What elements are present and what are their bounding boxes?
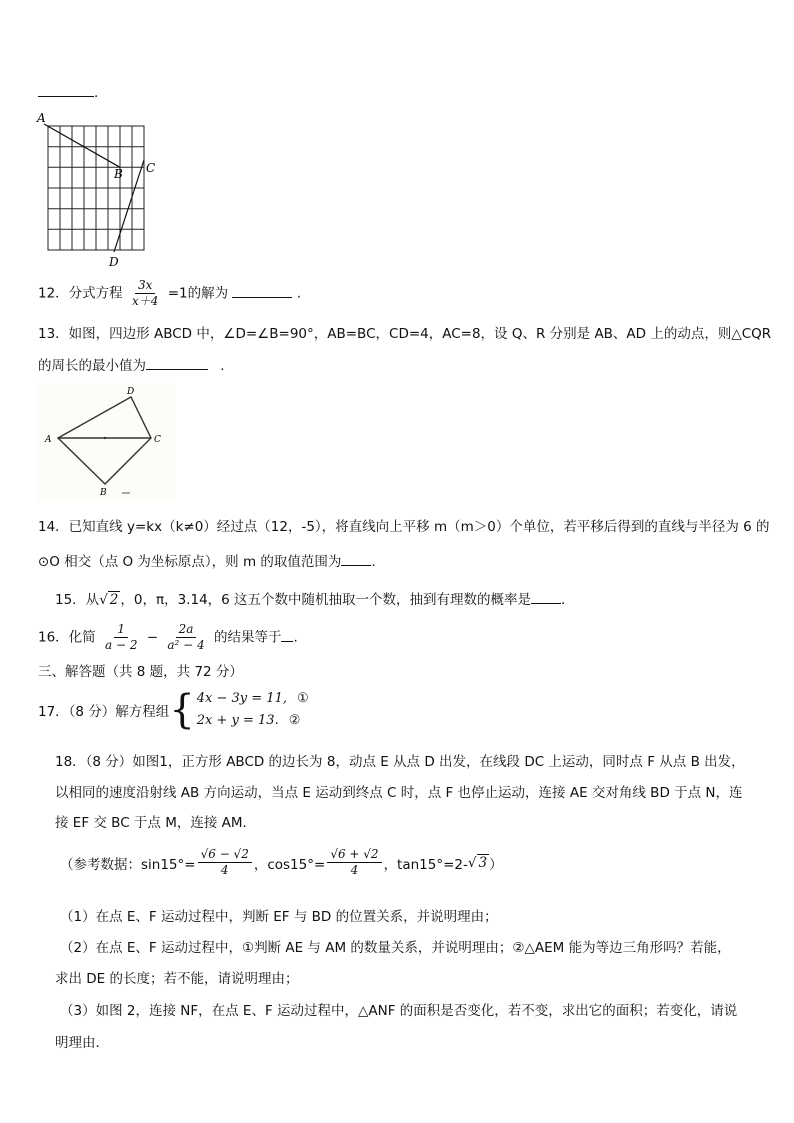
- label-a: A: [37, 111, 46, 125]
- q18-reference-data: [60, 847, 503, 878]
- q18-part-2-line2: 求出 DE 的长度；若不能，请说明理由；: [55, 971, 299, 987]
- label-d: D: [127, 387, 135, 397]
- top-blank-suffix: .: [94, 85, 99, 101]
- q16-fraction-2: [164, 622, 207, 653]
- q18-part-3-line1: （3）如图 2，连接 NF，在点 E、F 运动过程中，△ANF 的面积是否变化，若不变，求出它的面积；若变化，请说: [60, 1003, 738, 1019]
- q12-end: .: [296, 285, 301, 302]
- tan-sqrt-arg: 3: [478, 855, 488, 871]
- ref-end: ）: [489, 856, 503, 873]
- eq1-mark: ①: [296, 691, 309, 706]
- q15-sqrt-arg: 2: [109, 592, 119, 608]
- q16-minus: −: [146, 629, 159, 646]
- question-18-line1: 18．（8 分）如图1，正方形 ABCD 的边长为 8，动点 E 从点 D 出发，在线段 DC 上运动，同时点 F 从点 B 出发，: [55, 754, 745, 770]
- top-answer-line: [38, 84, 98, 101]
- q16-f1-num: 1: [114, 622, 128, 638]
- equation-2: [197, 710, 309, 732]
- segment-ab: [44, 124, 120, 167]
- label-b: B: [114, 167, 123, 181]
- q17-prefix: 17．（8 分）解方程组: [38, 704, 170, 720]
- equation-system: [169, 688, 308, 732]
- q16-end: .: [293, 629, 298, 646]
- q15-prefix: 15．从: [55, 592, 100, 608]
- sin15-den: 4: [220, 863, 229, 877]
- cos15-den: 4: [350, 863, 359, 877]
- section-3-heading: 三、解答题（共 8 题，共 72 分）: [38, 664, 243, 680]
- quadrilateral-figure: [36, 383, 176, 501]
- label-c: C: [146, 161, 156, 175]
- equation-1: [197, 688, 309, 710]
- answer-blank: [38, 84, 94, 97]
- question-16: [38, 622, 298, 653]
- label-c: C: [154, 435, 161, 445]
- q13-line2-prefix: 的周长的最小值为: [38, 358, 146, 374]
- label-b: B: [100, 488, 107, 498]
- cos-prefix: ，cos15°=: [253, 856, 326, 873]
- q16-fraction-1: [102, 622, 140, 653]
- q16-f2-num: 2a: [176, 622, 197, 638]
- q15-answer-blank: [531, 591, 561, 604]
- q18-part-2-line1: （2）在点 E、F 运动过程中，①判断 AE 与 AM 的数量关系，并说明理由；②△AEM 能为等边三角形吗？若能，: [60, 940, 731, 956]
- question-13-line2: [38, 354, 225, 374]
- eq2-text: 2x + y = 13.: [196, 713, 279, 728]
- q14-answer-blank: [341, 553, 371, 566]
- cos15-num: √6 + √2: [327, 847, 381, 863]
- q13-end: .: [220, 358, 225, 374]
- q15-middle: ，0，π，3.14，6 这五个数中随机抽取一个数，抽到有理数的概率是: [120, 592, 532, 608]
- sqrt-symbol: √: [99, 592, 108, 608]
- question-18-line2: 以相同的速度沿射线 AB 方向运动，当点 E 运动到终点 C 时，点 F 也停止运动，连接 AE 交对角线 BD 于点 N，连: [55, 785, 743, 801]
- tan-text: ，tan15°=2-: [383, 856, 468, 873]
- label-d: D: [109, 255, 119, 269]
- question-13-line1: 13．如图，四边形 ABCD 中，∠D=∠B=90°，AB=BC，CD=4，AC=8，设 Q、R 分别是 AB、AD 上的动点，则△CQR: [38, 326, 772, 342]
- question-18-line3: 接 EF 交 BC 于点 M，连接 AM．: [55, 815, 257, 831]
- question-12: [38, 278, 301, 309]
- q15-end: .: [561, 592, 566, 608]
- q14-end: .: [371, 554, 376, 570]
- q16-f1-den: a − 2: [104, 638, 138, 652]
- sin15-fraction: [198, 847, 252, 878]
- ref-prefix: （参考数据：sin15°=: [60, 856, 196, 873]
- sin15-num: √6 − √2: [198, 847, 252, 863]
- question-14-line2: [38, 550, 376, 570]
- q12-fraction-num: 3x: [135, 278, 155, 294]
- eq2-mark: ②: [288, 713, 301, 728]
- eq1-text: 4x − 3y = 11,: [196, 691, 287, 706]
- label-a: A: [45, 435, 52, 445]
- cos15-fraction: [327, 847, 381, 878]
- q12-fraction-den: x＋4: [131, 294, 159, 308]
- q12-answer-blank: [232, 285, 292, 298]
- grid-lines: [48, 126, 144, 250]
- brace-icon: {: [169, 687, 195, 733]
- sqrt-symbol: √: [467, 854, 477, 871]
- q13-answer-blank: [146, 357, 208, 370]
- q12-fraction: [129, 278, 161, 309]
- q16-f2-den: a² − 4: [167, 638, 205, 652]
- q18-part-3-line2: 明理由．: [55, 1035, 109, 1051]
- q16-prefix: 16．化简: [38, 629, 96, 646]
- question-17: [38, 688, 309, 732]
- question-14-line1: 14．已知直线 y=kx（k≠0）经过点（12，-5），将直线向上平移 m（m＞0）个单位，若平移后得到的直线与半径为 6 的: [38, 519, 770, 535]
- q16-suffix: 的结果等于: [213, 629, 282, 646]
- q12-suffix: =1的解为: [167, 285, 229, 302]
- midpoint-dot: [104, 437, 106, 439]
- q12-prefix: 12．分式方程: [38, 285, 123, 302]
- grid-figure: [34, 110, 164, 270]
- question-15: [55, 588, 565, 608]
- q16-answer-blank: [281, 629, 293, 642]
- q18-part-1: （1）在点 E、F 运动过程中，判断 EF 与 BD 的位置关系，并说明理由；: [60, 909, 498, 925]
- q14-line2-prefix: ⊙O 相交（点 O 为坐标原点），则 m 的取值范围为: [38, 554, 342, 570]
